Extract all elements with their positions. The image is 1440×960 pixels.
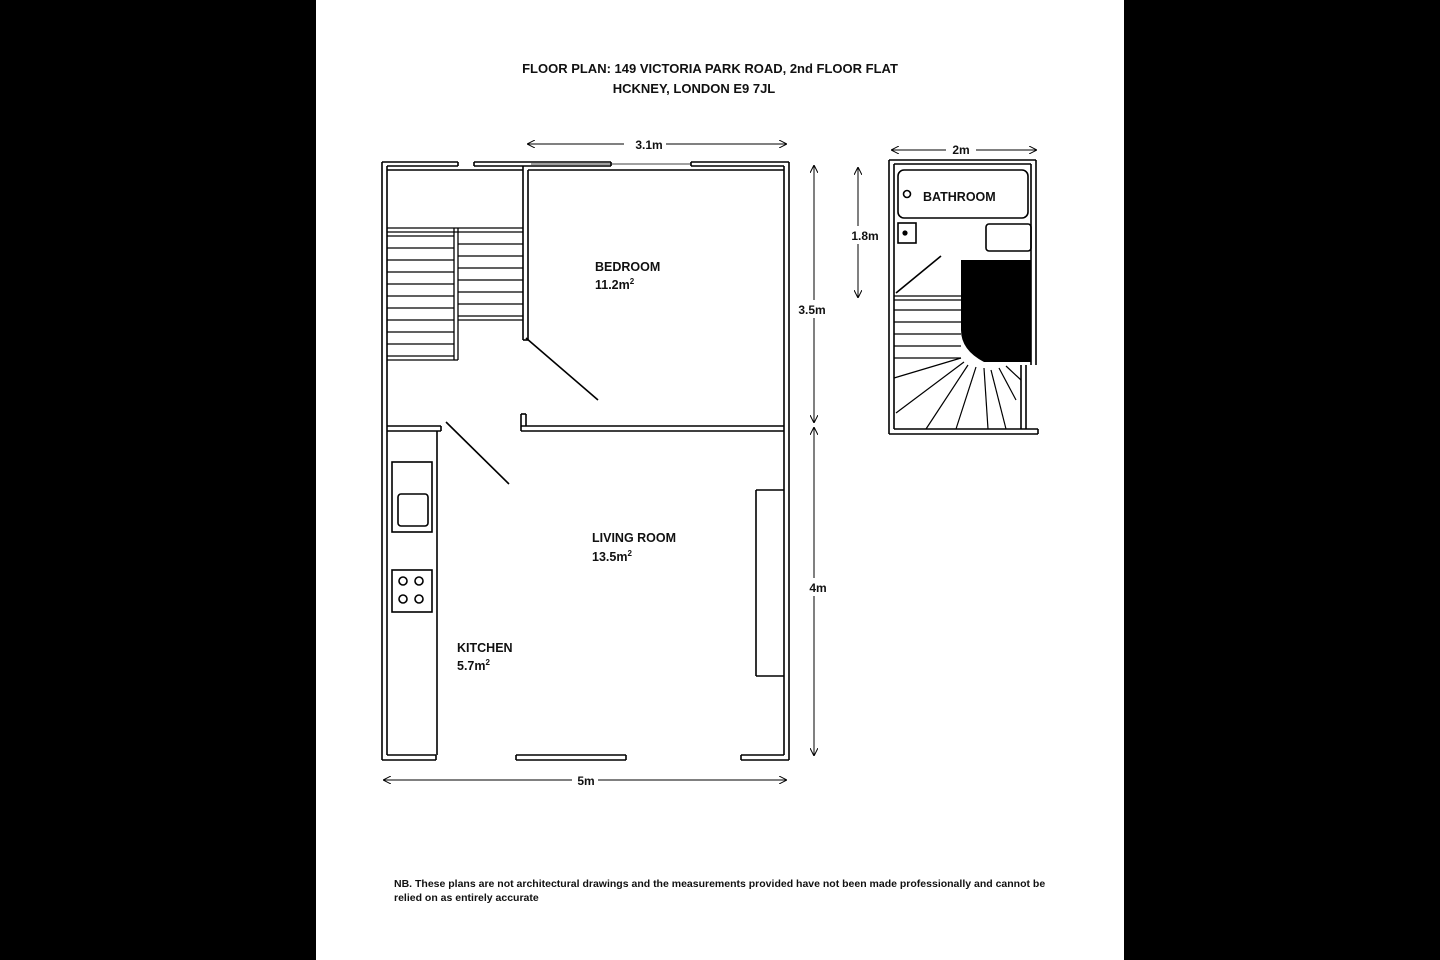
bathroom-label: BATHROOM	[923, 190, 996, 204]
living-room-area: $13.5m^2$	[592, 549, 632, 564]
stair-void-block	[961, 260, 1031, 362]
kitchen-label: KITCHEN	[457, 641, 513, 655]
toilet	[986, 224, 1031, 251]
kitchen-sink	[392, 462, 432, 532]
floor-plan-drawing	[316, 0, 1124, 960]
interior-walls	[387, 166, 784, 755]
disclaimer-note: NB. These plans are not architectural drawings and the measurements provided have not been made professionally and cannot be relied on as entirely accurate	[394, 878, 1046, 904]
dim-bottom-width: 5m	[577, 774, 595, 788]
kitchen-area: $5.7m^2$	[457, 658, 490, 673]
bedroom-area: $11.2m^2$	[595, 277, 635, 292]
dim-right-lower: 4m	[809, 581, 827, 595]
living-room-label: LIVING ROOM	[592, 531, 677, 545]
floor-plan-sheet	[316, 0, 1124, 960]
kitchen-door	[446, 422, 509, 484]
bedroom-label: BEDROOM	[595, 260, 661, 274]
dim-right-upper: 3.5m	[798, 303, 826, 317]
dim-top-width: 3.1m	[635, 138, 663, 152]
main-outer-walls	[382, 162, 789, 760]
plan-title: FLOOR PLAN: 149 VICTORIA PARK ROAD, 2nd FLOOR FLAT	[522, 61, 898, 76]
kitchen-hob	[392, 570, 432, 612]
wash-basin	[898, 223, 916, 243]
dim-bath-height: 1.8m	[851, 229, 879, 243]
bedroom-door	[526, 338, 598, 400]
main-staircase	[387, 228, 523, 360]
plan-address: HCKNEY, LONDON E9 7JL	[612, 81, 776, 96]
dim-bath-width: 2m	[952, 143, 970, 157]
bathroom-door	[896, 256, 941, 293]
